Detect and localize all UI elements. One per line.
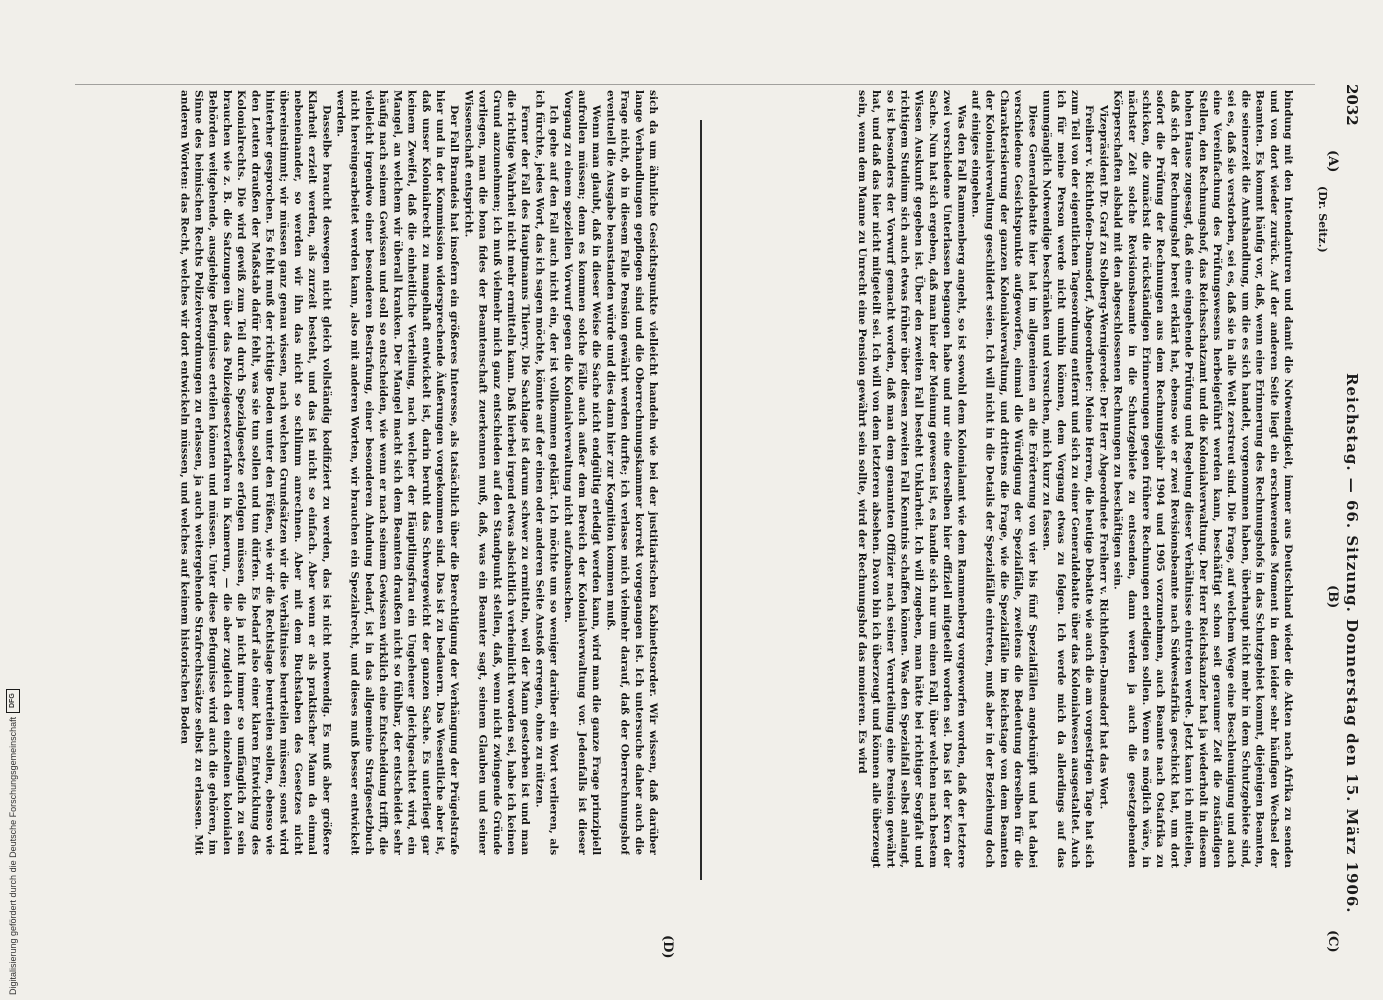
paragraph: Freiherr v. Richthofen-Damsdorf, Abgeordneter: Meine Herren, die heutige Debatte wie auch die am vorgestrigen Tage hat sich zum Teil von der eigentlichen Tagesordnung entfernt und sich zu einer Generaldebatte über das Kolonialwesen ausgestaltet. Auch ich für meine Person werde nicht umhin können, dem Vorgang etwas zu folgen. Ich werde mich da allerdings auf das unumgänglich Notwendige beschränken und versuchen, mich kurz zu fassen. — [1040, 90, 1096, 868]
text-column-left — [735, 90, 1295, 868]
speaker-reference: (Dr. Seitz.) — [1316, 186, 1329, 253]
dfg-logo-icon: DFG — [6, 689, 20, 713]
margin-marker-a: (A) — [1325, 150, 1340, 173]
page-title: Reichstag. — 66. Sitzung. Donnerstag den 15. März 1906. — [1343, 373, 1361, 914]
paragraph: Ferner der Fall des Hauptmanns Thierry. Die Sachlage ist darum schwer zu ermitteln, weil der Mann gestorben ist und man die richtige Wahrheit nicht mehr ermitteln kann. Daß hierbei irgend etwas absichtlich verheimlicht worden sei, habe ich keinen Grund anzunehmen; ich muß vielmehr mich ganz entschieden auf den Standpunkt stellen, daß, wenn nicht zwingende Gründe vorliegen, man die bona fides der Beamtenschaft zuerkennen muß, daß, was ein Beamter sagt, seinem Glauben und seiner Wissenschaft entspricht. — [462, 90, 532, 855]
paragraph: Vizepräsident Dr. Graf zu Stolberg-Wernigerode: Der Herr Abgeordnete Freiherr v. Richthofen-Damsdorf hat das Wort. — [1097, 104, 1110, 810]
paragraph: Was den Fall Rammenberg angeht, so ist sowohl dem Kolonialamt wie dem Rammenberg vorgeworfen worden, daß der letztere zwei verschiedene Unterlassen begangen habe und nur eine derselben hier offiziell mitgeteilt worden sei. Das ist der Kern der Sache. Nun hat sich ergeben, daß man hier der Meinung gewesen ist, es handle sich nur um einen Fall, über welchen nach bestem Wissen Auskunft gegeben ist. Über den zweiten Fall besteht Unklarheit. Ich will zugeben, man hätte bei richtiger Sorgfalt und richtigem Studium sich auch etwas früher über diesen zweiten Fall Kenntnis schaffen können. Was den Spezialfall selbst anlangt, so ist besonders der Vorwurf gemacht worden, daß man dem genannten Offizier nach seiner Verurteilung eine Pension gewährt hat, und daß das hier nicht mitgeteilt sei. Ich will von dem letzteren absehen. Davon bin ich überzeugt und können alle überzeugt sein, wenn dem Manne zu Unrecht eine Pension gewährt sein sollte, wird der Rechnungshof das monieren. Es wird — [855, 90, 968, 868]
paragraph: Der Fall Brandeis hat insofern ein größeres Interesse, als tatsächlich über die Berechtigung der Verhängung der Prügelstrafe hier und in der Kommission widersprechende Äußerungen vorgekommen sind. Das ist zu bedauern. Das Wesentliche aber ist, daß unser Kolonialrecht zu mangelhaft entwickelt ist, darin beruht das Schwergewicht der ganzen Sache. Es unterliegt gar keinem Zweifel, daß die einheitliche Verteilung, nach welcher der Häuptlingsfrau ein Ungeheuer gleichgeachtet wird, ein Mangel, an welchem wir überall kranken. Der Mangel macht sich dem Beamten draußen nicht so fühlbar, der entscheidet sehr häufig nach seinem Gewissen und soll so entscheiden, wie wenn er nach seinem Gewissen wirklich eine Entscheidung trifft, die vielleicht irgendwo einer besonderen Bestrafung, einer besonderen Ahndung bedarf, ist in das allgemeine Strafgesetzbuch nicht hereingearbeitet werden kann, also mit anderen Worten, wir brauchen ein Spezialrecht, und dieses muß besser entwickelt werden. — [334, 90, 461, 855]
page-header — [1335, 84, 1369, 914]
margin-marker-d: (D) — [660, 935, 675, 959]
paragraph: Ich gehe auf den Fall auch nicht ein, der ist vollkommen geklärt. Ich möchte um so weniger darüber ein Wort verlieren, als ich fürchte, jedes Wort, das ich sagen möchte, könnte auf der einen oder anderen Seite Anstoß erregen, ohne zu nützen. — [533, 90, 560, 855]
paragraph: Wenn man glaubt, daß in dieser Weise die Sache nicht endgültig erledigt werden kann, wird man die ganze Frage prinzipiell aufrollen müssen; denn es kommen solche Fälle auch außer dem Bereich der Kolonialverwaltung vor. Jedenfalls ist dieser Vorgang zu einem speziellen Vorwurf gegen die Kolonialverwaltung nicht aufzubauschen. — [561, 90, 603, 855]
paragraph: sich da um ähnliche Gesichtspunkte vielleicht handeln wie bei der justitiarischen Kabinettsorder. Wir wissen, daß darüber lange Verhandlungen gepflogen sind und die Oberrechnungskammer korrekt vorgegangen ist. Ich untersuche daher auch die Frage nicht, ob in diesem Falle Pension gewährt werden durfte; ich verlasse mich vielmehr darauf, daß der Oberrechnungshof eventuell die Ausgabe beanstanden würde und dies dann hier zur Kognition kommen muß. — [604, 90, 659, 855]
column-divider — [700, 120, 702, 880]
text-column-right — [80, 90, 660, 855]
page-number: 2032 — [1343, 84, 1361, 126]
footer-text: Digitalisierung gefördert durch die Deutsche Forschungsgemeinschaft — [8, 716, 18, 995]
header-rule — [75, 84, 1315, 85]
paragraph: Diese Generaldebatte hier hat im allgemeinen an die Erörterung von vier bis fünf Spezialfällen angeknüpft und hat dabei verschiedene Gesichtspunkte aufgeworfen, einmal die Würdigung der Spezialfälle, zweitens die Bedeutung derselben für die Charakterisierung der ganzen Kolonialverwaltung, und drittens die Frage, wie die Spezialfälle im Reichstage von dem Beamten der Kolonialverwaltung geschildert seien. Ich will nicht in die Details der Spezialfälle eintreten, muß aber in der Beziehung doch auf einiges eingehen. — [969, 90, 1039, 868]
margin-marker-c: (C) — [1325, 930, 1340, 953]
digitization-footer — [6, 610, 20, 995]
margin-marker-b: (B) — [1325, 585, 1340, 609]
paragraph: Dasselbe braucht deswegen nicht gleich vollständig kodifiziert zu werden, das ist nicht notwendig. Es muß aber größere Klarheit erzielt werden, als zurzeit besteht, und das ist nicht so einfach. Aber wenn er als praktischer Mann da einmal nebeneinander, so werden wir ihn das nicht so schlimm anrechnen. Aber mit dem Buchstaben des Gesetzes nicht übereinstimmt; wir müssen ganz genau wissen, nach welchen Grundsätzen wir die Verhältnisse beurteilen müssen; sonst wird hinterher gesprochen. Es fehlt muß der richtige Boden unter den Füßen, wie wir die Rechtslage beurteilen sollen, ebenso wie den Leuten draußen der Maßstab dafür fehlt, was sie tun sollen und tun dürfen. Es bedarf also einer klaren Entwicklung des Kolonialrechts. Die wird gewiß zum Teil durch Spezialgesetze erfolgen müssen, die ja nicht immer so umfänglich zu sein brauchen wie z. B. die Satzungen über das Polizeigesetzverfahren in Kamerun, — die aber zugleich den einzelnen kolonialen Behörden weitgehende, ausgiebige Befugnisse erteilen können und müssen. Unter diese Befugnisse wird auch die gehören, im Sinne des heimischen Rechts Polizeiverordnungen zu erlassen, ja auch weitergehende Strafrechtssätze selbst zu erlassen. Mit anderen Worten: das Recht, welches wir dort entwickeln müssen, und welches auf keinem historischen Boden — [178, 90, 333, 855]
paragraph: bindung mit den Intendanturen und damit die Notwendigkeit, immer aus Deutschland wieder die Akten nach Afrika zu senden und von dort wieder zurück. Auf der anderen Seite liegt ein erschwerendes Moment in dem leider sehr häufigen Wechsel der Beamten. Es kommt häufig vor, daß, wenn eine Erinnerung des Rechnungshofs in das Schutzgebiet kommt, diejenigen Beamten, die seinerzeit die Amtshandlung, um die es sich handelt, vorgenommen haben, überhaupt nicht mehr in dem Schutzgebiete sind, sei es, daß sie verstorben, sei es, daß sie in alle Welt zerstreut sind. Die Frage, auf welchem Wege eine Beschleunigung und auch eine Vereinfachung des Prüfungswesens herbeigeführt werden kann, beschäftigt schon seit geraumer Zeit die zuständigen Stellen, den Rechnungshof, das Reichsschatzamt und die Kolonialverwaltung. Der Herr Reichskanzler hat ja wiederholt in diesem hohen Hause zugesagt, daß eine eingehende Prüfung und Regelung dieser Verhältnisse eintreten werde. Jetzt kann ich mitteilen, daß sich der Rechnungshof bereit erklärt hat, ebenso wie er zwei Revisionsbeamte nach Südwestafrika geschickt hat, um dort sofort die Prüfung der Rechnungen aus dem Rechnungsjahr 1904 und 1905 vorzunehmen, auch Beamte nach Ostafrika zu schicken, die zunächst die rückständigen Erinnerungen gegen frühere Rechnungen erledigen sollen. Wenn es möglich wäre, in nächster Zeit solche Revisionsbeamte in die Schutzgebiete zu entsenden, dann werden ja auch die gesetzgebenden Körperschaften alsbald mit den abgeschlossenen Rechnungen zu beschäftigen sein. — [1111, 90, 1294, 868]
